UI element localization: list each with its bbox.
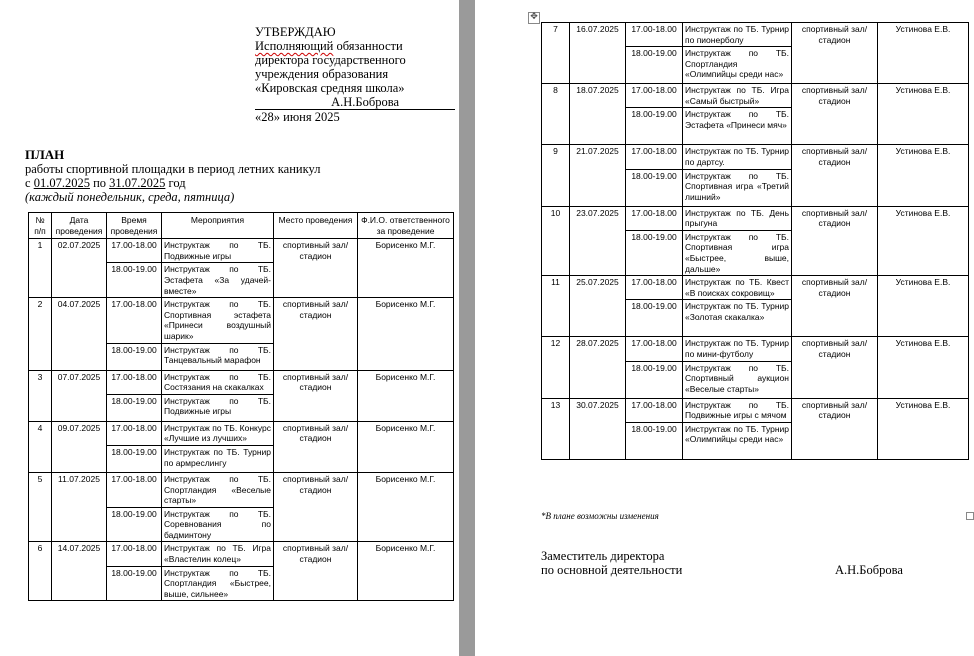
table-row	[542, 23, 969, 47]
row-person: Борисенко М.Г.	[358, 370, 454, 421]
row-time-1: 17.00-18.00	[107, 542, 162, 566]
plan-heading: ПЛАН	[25, 147, 65, 162]
plan-subtitle: работы спортивной площадки в период летних каникул	[25, 162, 321, 176]
approval-block	[255, 25, 455, 124]
row-time-1: 17.00-18.00	[626, 398, 683, 422]
row-date: 04.07.2025	[52, 298, 107, 370]
row-event-1: Инструктаж по ТБ. Турнир по мини-футболу	[683, 337, 792, 361]
row-time-1: 17.00-18.00	[107, 239, 162, 263]
approval-title: УТВЕРЖДАЮ	[255, 25, 336, 39]
row-person: Устинова Е.В.	[878, 398, 969, 459]
row-person: Борисенко М.Г.	[358, 298, 454, 370]
header-place: Место проведения	[274, 213, 358, 239]
row-event-2: Инструктаж по ТБ. Спортландия «Олимпийцы среди нас»	[683, 47, 792, 84]
row-event-2: Инструктаж по ТБ. Турнир «Олимпийцы среди нас»	[683, 422, 792, 459]
row-time-1: 17.00-18.00	[107, 298, 162, 343]
changes-note: *В плане возможны изменения	[541, 511, 659, 521]
row-person: Устинова Е.В.	[878, 206, 969, 276]
row-place: спортивный зал/стадион	[792, 398, 878, 459]
row-date: 16.07.2025	[570, 23, 626, 84]
row-date: 28.07.2025	[570, 337, 626, 398]
row-time-1: 17.00-18.00	[626, 276, 683, 300]
row-time-2: 18.00-19.00	[626, 47, 683, 84]
row-event-1: Инструктаж по ТБ. Турнир по пионерболу	[683, 23, 792, 47]
row-place: спортивный зал/стадион	[274, 472, 358, 542]
row-number: 8	[542, 84, 570, 145]
row-event-2: Инструктаж по ТБ. Соревнования по бадминтону	[162, 507, 274, 542]
row-number: 12	[542, 337, 570, 398]
row-time-2: 18.00-19.00	[107, 394, 162, 421]
deputy-line2: по основной деятельности	[541, 563, 683, 577]
row-time-1: 17.00-18.00	[107, 370, 162, 394]
header-event: Мероприятия	[162, 213, 274, 239]
schedule-body-page1	[29, 239, 454, 601]
header-date: Дата проведения	[52, 213, 107, 239]
row-time-2: 18.00-19.00	[107, 263, 162, 298]
row-person: Устинова Е.В.	[878, 276, 969, 337]
plan-days: (каждый понедельник, среда, пятница)	[25, 190, 235, 204]
row-event-1: Инструктаж по ТБ. Спортландия «Веселые старты»	[162, 472, 274, 507]
row-place: спортивный зал/стадион	[792, 206, 878, 276]
row-date: 09.07.2025	[52, 421, 107, 472]
row-person: Устинова Е.В.	[878, 23, 969, 84]
row-date: 21.07.2025	[570, 145, 626, 206]
row-event-2: Инструктаж по ТБ. Спортивная игра «Третий лишний»	[683, 169, 792, 206]
row-place: спортивный зал/стадион	[274, 298, 358, 370]
deputy-signature-block	[541, 549, 682, 577]
approval-line4: «Кировская средняя школа»	[255, 81, 405, 95]
approval-signature: А.Н.Боброва	[255, 95, 455, 110]
table-row	[542, 398, 969, 422]
row-number: 5	[29, 472, 52, 542]
row-place: спортивный зал/стадион	[792, 276, 878, 337]
row-number: 6	[29, 542, 52, 601]
row-number: 11	[542, 276, 570, 337]
row-date: 30.07.2025	[570, 398, 626, 459]
row-event-1: Инструктаж по ТБ. Квест «В поисках сокровищ»	[683, 276, 792, 300]
row-person: Борисенко М.Г.	[358, 239, 454, 298]
row-time-2: 18.00-19.00	[107, 566, 162, 601]
approval-line1	[255, 39, 455, 53]
row-date: 07.07.2025	[52, 370, 107, 421]
period-suffix: год	[165, 176, 186, 190]
row-number: 7	[542, 23, 570, 84]
row-person: Устинова Е.В.	[878, 84, 969, 145]
row-time-2: 18.00-19.00	[626, 361, 683, 398]
row-time-2: 18.00-19.00	[626, 300, 683, 337]
row-time-2: 18.00-19.00	[626, 108, 683, 145]
row-time-1: 17.00-18.00	[107, 472, 162, 507]
row-event-2: Инструктаж по ТБ. Эстафета «Принеси мяч»	[683, 108, 792, 145]
row-number: 13	[542, 398, 570, 459]
row-time-1: 17.00-18.00	[107, 421, 162, 445]
row-time-2: 18.00-19.00	[107, 507, 162, 542]
approval-line1-rest: обязанности	[333, 39, 403, 53]
approval-line3: учреждения образования	[255, 67, 389, 81]
schedule-body-page2	[542, 23, 969, 460]
row-time-2: 18.00-19.00	[626, 230, 683, 275]
approval-line1-squig: Исполняющий	[255, 39, 334, 53]
period-to: 31.07.2025	[109, 176, 166, 190]
table-row	[29, 542, 454, 566]
approval-line2: директора государственного	[255, 53, 406, 67]
row-place: спортивный зал/стадион	[792, 84, 878, 145]
row-event-2: Инструктаж по ТБ. Спортивная игра «Быстрее, выше, дальше»	[683, 230, 792, 275]
row-event-1: Инструктаж по ТБ. Состязания на скакалках	[162, 370, 274, 394]
schedule-table-page1	[28, 212, 454, 601]
approval-date: «28» июня 2025	[255, 110, 340, 124]
row-event-2: Инструктаж по ТБ. Спортландия «Быстрее, выше, сильнее»	[162, 566, 274, 601]
row-event-2: Инструктаж по ТБ. Спортивный аукцион «Веселые старты»	[683, 361, 792, 398]
table-row	[542, 337, 969, 361]
row-event-2: Инструктаж по ТБ. Эстафета «За удачей-вместе»	[162, 263, 274, 298]
deputy-line1: Заместитель директора	[541, 549, 665, 563]
row-place: спортивный зал/стадион	[274, 370, 358, 421]
page-gutter	[459, 0, 475, 656]
row-person: Устинова Е.В.	[878, 145, 969, 206]
row-date: 02.07.2025	[52, 239, 107, 298]
row-event-1: Инструктаж по ТБ. Игра «Властелин колец»	[162, 542, 274, 566]
row-time-1: 17.00-18.00	[626, 206, 683, 230]
table-row	[29, 239, 454, 263]
row-place: спортивный зал/стадион	[792, 337, 878, 398]
row-event-1: Инструктаж по ТБ. Подвижные игры	[162, 239, 274, 263]
row-event-2: Инструктаж по ТБ. Турнир «Золотая скакалка»	[683, 300, 792, 337]
table-row	[542, 276, 969, 300]
row-date: 25.07.2025	[570, 276, 626, 337]
row-number: 3	[29, 370, 52, 421]
row-event-1: Инструктаж по ТБ. Подвижные игры с мячом	[683, 398, 792, 422]
row-time-1: 17.00-18.00	[626, 337, 683, 361]
row-date: 11.07.2025	[52, 472, 107, 542]
table-row	[542, 206, 969, 230]
row-event-2: Инструктаж по ТБ. Турнир по армреслингу	[162, 445, 274, 472]
table-row	[29, 298, 454, 343]
row-event-2: Инструктаж по ТБ. Подвижные игры	[162, 394, 274, 421]
row-number: 4	[29, 421, 52, 472]
row-event-1: Инструктаж по ТБ. Спортивная эстафета «Принеси воздушный шарик»	[162, 298, 274, 343]
row-date: 18.07.2025	[570, 84, 626, 145]
period-from: 01.07.2025	[33, 176, 90, 190]
row-time-2: 18.00-19.00	[626, 422, 683, 459]
table-header-row	[29, 213, 454, 239]
row-place: спортивный зал/стадион	[274, 239, 358, 298]
header-num: № п/п	[29, 213, 52, 239]
row-number: 10	[542, 206, 570, 276]
row-date: 14.07.2025	[52, 542, 107, 601]
row-event-2: Инструктаж по ТБ. Танцевальный марафон	[162, 343, 274, 370]
row-place: спортивный зал/стадион	[792, 23, 878, 84]
row-person: Борисенко М.Г.	[358, 421, 454, 472]
deputy-name: А.Н.Боброва	[835, 563, 903, 577]
row-time-1: 17.00-18.00	[626, 145, 683, 169]
row-time-2: 18.00-19.00	[107, 445, 162, 472]
row-place: спортивный зал/стадион	[274, 421, 358, 472]
row-number: 1	[29, 239, 52, 298]
row-place: спортивный зал/стадион	[792, 145, 878, 206]
schedule-table-page2	[541, 22, 969, 460]
table-row	[29, 472, 454, 507]
table-row	[29, 370, 454, 394]
row-number: 2	[29, 298, 52, 370]
row-date: 23.07.2025	[570, 206, 626, 276]
table-row	[542, 84, 969, 108]
row-person: Борисенко М.Г.	[358, 542, 454, 601]
page-1	[0, 0, 459, 656]
row-person: Борисенко М.Г.	[358, 472, 454, 542]
row-event-1: Инструктаж по ТБ. День прыгуна	[683, 206, 792, 230]
table-resize-handle[interactable]	[966, 512, 974, 520]
plan-period	[25, 176, 445, 190]
row-event-1: Инструктаж по ТБ. Турнир по дартсу.	[683, 145, 792, 169]
row-place: спортивный зал/стадион	[274, 542, 358, 601]
plan-header	[25, 148, 445, 204]
period-mid: по	[89, 176, 110, 190]
row-event-1: Инструктаж по ТБ. Игра «Самый быстрый»	[683, 84, 792, 108]
move-handle-icon[interactable]: ✥	[528, 12, 540, 24]
row-time-2: 18.00-19.00	[107, 343, 162, 370]
row-number: 9	[542, 145, 570, 206]
row-time-1: 17.00-18.00	[626, 84, 683, 108]
row-time-2: 18.00-19.00	[626, 169, 683, 206]
row-time-1: 17.00-18.00	[626, 23, 683, 47]
period-prefix: с	[25, 176, 34, 190]
table-row	[29, 421, 454, 445]
row-event-1: Инструктаж по ТБ. Конкурс «Лучшие из лучших»	[162, 421, 274, 445]
row-person: Устинова Е.В.	[878, 337, 969, 398]
table-row	[542, 145, 969, 169]
header-person: Ф.И.О. ответственного за проведение	[358, 213, 454, 239]
header-time: Время проведения	[107, 213, 162, 239]
